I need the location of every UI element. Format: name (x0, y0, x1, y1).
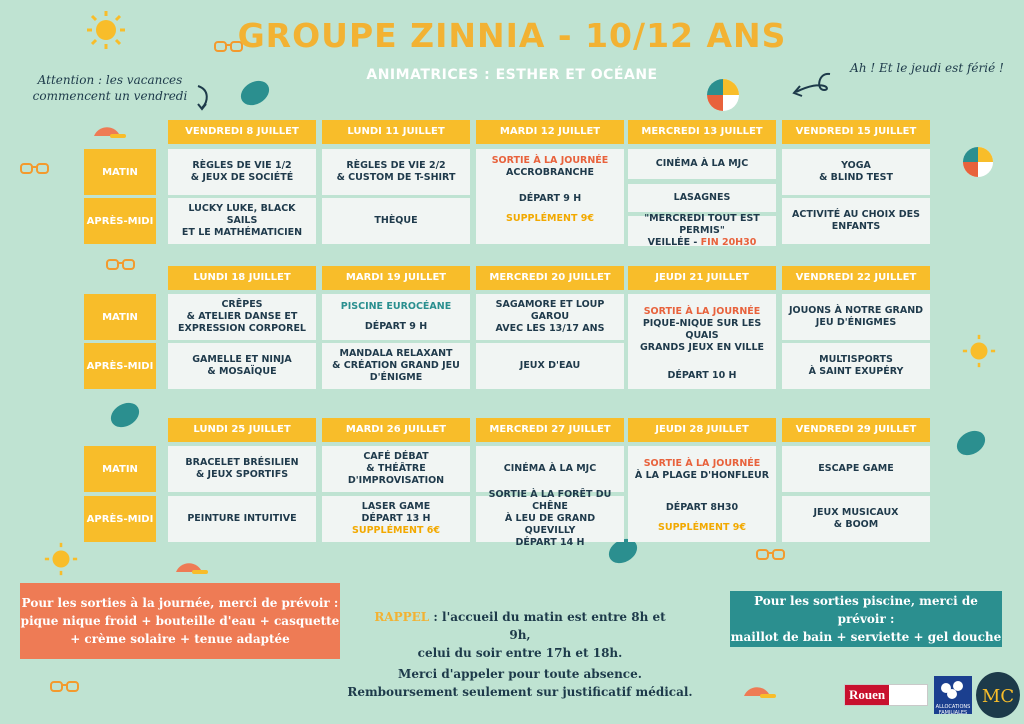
cap-icon (172, 552, 210, 576)
row-label-apres-midi: APRÈS-MIDI (84, 343, 156, 389)
activity-text: À LA PLAGE D'HONFLEUR (634, 470, 770, 481)
day-header: MARDI 19 JUILLET (322, 266, 470, 290)
sun-icon (962, 334, 996, 368)
activity-text: CINÉMA À LA MJC (503, 463, 597, 474)
day-header: VENDREDI 8 JUILLET (168, 120, 316, 144)
rouen-logo (844, 684, 928, 706)
cap-icon (740, 676, 778, 700)
activity-text: LUCKY LUKE, BLACK SAILS ET LE MATHÉMATICIEN (181, 203, 303, 238)
day-header: LUNDI 18 JUILLET (168, 266, 316, 290)
activity-cell (476, 343, 624, 389)
sunglasses-icon (106, 258, 136, 272)
day-header: VENDREDI 29 JUILLET (782, 418, 930, 442)
activity-cell (628, 446, 776, 542)
day-header: LUNDI 25 JUILLET (168, 418, 316, 442)
rappel-line2: celui du soir entre 17h et 18h. (417, 646, 623, 660)
outing-label: SORTIE À LA JOURNÉE (643, 458, 761, 469)
activity-text: CRÊPES & ATELIER DANSE ET EXPRESSION CORPOREL (178, 299, 306, 334)
activity-text: MANDALA RELAXANT & CRÉATION GRAND JEU D'ÉNIGME (332, 348, 460, 383)
absence-line1: Merci d'appeler pour toute absence. (398, 667, 642, 681)
day-header: MARDI 26 JUILLET (322, 418, 470, 442)
svg-text:MC: MC (981, 686, 1015, 707)
departure-text: DÉPART 9 H (518, 193, 582, 204)
day-header: MERCREDI 13 JUILLET (628, 120, 776, 144)
note-left: Attention : les vacances commencent un vendredi (32, 73, 188, 103)
activity-text: LASAGNES (673, 192, 731, 203)
activity-cell (168, 198, 316, 244)
day-header: MERCREDI 27 JUILLET (476, 418, 624, 442)
supplement-text: SUPPLÉMENT 9€ (658, 522, 746, 533)
page-subtitle: ANIMATRICES : ESTHER ET OCÉANE (366, 67, 658, 83)
activity-text: THÈQUE (374, 215, 418, 226)
beach-ball-icon (706, 78, 740, 112)
activity-cell (168, 343, 316, 389)
activity-cell (628, 213, 776, 248)
activity-cell (628, 184, 776, 212)
activity-cell (168, 149, 316, 195)
veillee-line (648, 237, 757, 249)
activity-cell (168, 294, 316, 340)
supplement-text: SUPPLÉMENT 9€ (506, 213, 594, 224)
activity-cell (476, 294, 624, 340)
activity-cell (322, 496, 470, 542)
sunglasses-icon (20, 162, 50, 176)
sunglasses-icon (50, 680, 80, 694)
activity-cell (168, 496, 316, 542)
activity-text: LASER GAME DÉPART 13 H (361, 501, 431, 524)
activity-text: RÈGLES DE VIE 1/2 & JEUX DE SOCIÉTÉ (190, 160, 294, 183)
pool-reminder-box (730, 591, 1002, 647)
activity-cell (782, 198, 930, 244)
row-label-matin: MATIN (84, 446, 156, 492)
caf-logo (934, 676, 972, 714)
activity-text: PIQUE-NIQUE SUR LES QUAIS GRANDS JEUX EN VILLE (639, 318, 765, 353)
rappel-key: RAPPEL (374, 610, 430, 624)
departure-text: DÉPART 10 H (667, 370, 737, 381)
activity-cell (476, 446, 624, 492)
sun-icon (44, 542, 78, 576)
activity-text: SAGAMORE ET LOUP GAROU AVEC LES 13/17 ANS (495, 299, 605, 334)
reminder-line: Pour les sorties à la journée, merci de prévoir : (21, 596, 339, 610)
day-header: JEUDI 28 JUILLET (628, 418, 776, 442)
activity-cell (628, 149, 776, 179)
row-label-matin: MATIN (84, 294, 156, 340)
activity-cell (782, 343, 930, 389)
arrow-left-icon (788, 70, 834, 102)
cap-icon (90, 116, 128, 140)
day-header: MARDI 12 JUILLET (476, 120, 624, 144)
activity-text: ACCROBRANCHE (506, 167, 594, 178)
outing-reminder-box (20, 583, 340, 659)
row-label-matin: MATIN (84, 149, 156, 195)
outing-label: SORTIE À LA JOURNÉE (491, 155, 609, 166)
leaf-icon (108, 398, 142, 432)
activity-text: CAFÉ DÉBAT & THÉÂTRE D'IMPROVISATION (347, 451, 445, 486)
arrow-down-icon (192, 84, 216, 112)
veillee-text: VEILLÉE - (647, 237, 701, 248)
note-right: Ah ! Et le jeudi est férié ! (850, 61, 1004, 75)
activity-text: ACTIVITÉ AU CHOIX DES ENFANTS (792, 209, 920, 232)
page-title: GROUPE ZINNIA - 10/12 ANS (237, 16, 787, 55)
supplement-text: SUPPLÉMENT 6€ (352, 525, 440, 536)
activity-cell (476, 489, 624, 548)
day-header: VENDREDI 22 JUILLET (782, 266, 930, 290)
absence-line2: Remboursement seulement sur justificatif médical. (347, 685, 693, 699)
activity-cell (782, 446, 930, 492)
activity-text: RÈGLES DE VIE 2/2 & CUSTOM DE T-SHIRT (336, 160, 456, 183)
activity-text: SORTIE À LA FORÊT DU CHÊNE À LEU DE GRAND QUEVILLY DÉPART 14 H (488, 489, 612, 548)
end-time-text: FIN 20H30 (700, 237, 757, 248)
beach-ball-icon (962, 146, 994, 178)
activity-text: BRACELET BRÉSILIEN & JEUX SPORTIFS (185, 457, 299, 480)
activity-cell (168, 446, 316, 492)
activity-cell (322, 446, 470, 492)
caf-emblem-icon (934, 676, 972, 702)
absence-notice (340, 665, 700, 701)
sunglasses-icon (756, 548, 786, 562)
leaf-icon (954, 426, 988, 460)
activity-cell (782, 149, 930, 195)
activity-cell (322, 198, 470, 244)
day-header: JEUDI 21 JUILLET (628, 266, 776, 290)
reminder-line: maillot de bain + serviette + gel douche (730, 630, 1002, 644)
outing-label: SORTIE À LA JOURNÉE (643, 306, 761, 317)
reminder-line: + crème solaire + tenue adaptée (70, 632, 290, 646)
departure-text: DÉPART 8H30 (665, 502, 739, 513)
activity-text: "MERCREDI TOUT EST PERMIS" (644, 213, 760, 236)
activity-text: JEUX D'EAU (519, 360, 581, 371)
activity-text: PEINTURE INTUITIVE (187, 513, 297, 524)
day-header: MERCREDI 20 JUILLET (476, 266, 624, 290)
activity-text: GAMELLE ET NINJA & MOSAÏQUE (192, 354, 292, 377)
activity-cell (476, 149, 624, 244)
departure-text: DÉPART 9 H (364, 321, 428, 332)
day-header: LUNDI 11 JUILLET (322, 120, 470, 144)
activity-cell (322, 149, 470, 195)
caf-logo-text: ALLOCATIONS FAMILIALES (935, 704, 971, 716)
activity-text: ESCAPE GAME (818, 463, 894, 474)
activity-text: MULTISPORTS À SAINT EXUPÉRY (808, 354, 904, 377)
reminder-line: Pour les sorties piscine, merci de prévoir : (754, 594, 978, 626)
row-label-apres-midi: APRÈS-MIDI (84, 198, 156, 244)
rappel-text (370, 608, 670, 662)
rappel-line (370, 608, 670, 644)
activity-cell (782, 496, 930, 542)
activity-text: YOGA & BLIND TEST (819, 160, 893, 183)
activity-cell (322, 294, 470, 340)
outing-label: PISCINE EURОCÉANE (340, 301, 452, 312)
reminder-line: pique nique froid + bouteille d'eau + casquette (20, 614, 340, 628)
activity-cell (782, 294, 930, 340)
activity-text: JEUX MUSICAUX & BOOM (813, 507, 899, 530)
rouen-logo-text: Rouen (845, 685, 889, 705)
mjc-logo-icon (976, 672, 1020, 718)
activity-text: CINÉMA À LA MJC (655, 158, 749, 169)
rappel-line1: : l'accueil du matin est entre 8h et 9h, (429, 610, 666, 642)
activity-cell (628, 294, 776, 389)
activity-cell (322, 343, 470, 389)
day-header: VENDREDI 15 JUILLET (782, 120, 930, 144)
activity-text: JOUONS À NOTRE GRAND JEU D'ÉNIGMES (788, 305, 924, 328)
row-label-apres-midi: APRÈS-MIDI (84, 496, 156, 542)
